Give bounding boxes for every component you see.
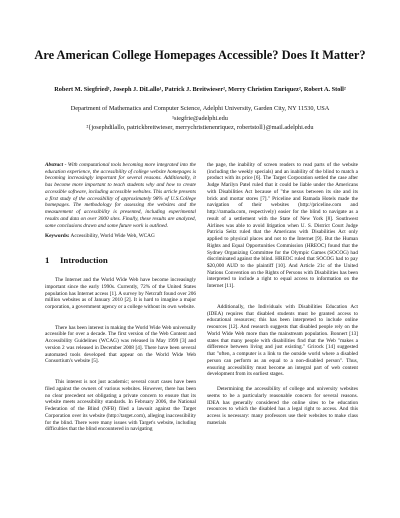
- right-column: [207, 162, 358, 426]
- abstract: [45, 162, 196, 229]
- keywords-label: Keywords:: [45, 233, 70, 240]
- paragraph: Determining the accessibility of college and university websites seems to be a particularly reasonable concern for several reasons. IDEA has generally considered the online sites to be education resources to which the disabled has a legal right to access. And this access is necessary: many professors use their websites to make class materials: [207, 386, 358, 426]
- paragraph: There has been interest in making the World Wide Web universally accessible for over a decade. The first version of the Web Content and Accessibility Guidelines (WCAG) was released in May 1999 [3] and version 2 was released in December 2008 [4]. There have been several automated tools developed that appear on the World Wide Web Consortium's website [5].: [45, 324, 196, 365]
- left-column: [45, 162, 196, 433]
- author-list: Robert M. Siegfried¹, Joseph J. DiLallo¹, Patrick J. Breitwieser², Merry Christien Enriquez², Robert A. Stoll²: [54, 86, 346, 93]
- section-number: 1: [45, 255, 50, 266]
- paragraph: This interest is not just academic; several court cases have been filed against the owners of various websites. However, there has been no clear precedent set obligating a private concern to ensure that its website meets accessibility standards. In February 2006, the National Federation of the Blind (NFB) filed a lawsuit against the Target Corporation over its website (http://target.com), alleging inaccessibility for the blind. There were many issues with Target's website, including difficulties that the blind encountered in navigating: [45, 379, 196, 433]
- keywords: [45, 233, 196, 240]
- abstract-text: - With computational tools becoming more integrated into the education experience, the accessibility of college website homepages is becoming increasingly important for several reasons. Additionally, it has become more important to teach students why and how to create accessible software, including accessible websites. This article presents a first study of the accessibility of approximately 98% of U.S.College homepages. The methodology for assessing the websites and the measurement of accessibility is presented, including experimental results and data on over 3000 sites. Finally, these results are analyzed, some conclusions drawn and some future work is outlined.: [45, 162, 196, 229]
- section-heading: [45, 255, 196, 265]
- abstract-label: Abstract: [45, 162, 64, 168]
- paragraph: The Internet and the World Wide Web have become increasingly important since the early 1990s. Currently, 72% of the United States population has Internet access [1]. A survey by Netcraft found over 206 million websites as of January 2010 [2]. It is hard to imagine a major corporation, a government agency or a college without its own website.: [45, 277, 196, 311]
- email-line-1: ¹siegfrie@adelphi.edu: [172, 114, 228, 122]
- section-title: Introduction: [60, 255, 108, 266]
- affiliation-block: [30, 104, 370, 133]
- paragraph: the page, the inability of screen readers to read parts of the website (including the weekly specials) and an inability of the blind to match a product with its price [6]. The Target Corporation settled the case after Judge Marilyn Patel ruled that it could be liable under the Americans with Disabilities Act because of "the nexus between its site and its brick and mortar stores [7]." Priceline and Ramada Hotels made the navigation of their websites (http://priceline.com and http://ramada.com, respectively) easier for the blind to navigate as a result of a settlement with the State of New York [8]. Southwest Airlines was able to avoid litigation when U. S. District Court Judge Patricia Seitz ruled that the Americans with Disabilities Act only applied to physical places and not to the Internet [9]. But the Human Rights and Equal Opportunities Commission (HREOC) found that the Sydney Organizing Committee for the Olympic Games (SOCOG) had discriminated against the blind. HREOC ruled that SOCOG had to pay $20,000 AUD to the plaintiff [10]. And Article 21c of the United Nations Convention on the Rights of Persons with Disabilities has been interpreted to include a right to equal access to information on the Internet [11].: [207, 162, 358, 290]
- paragraph: Additionally, the Individuals with Disabilities Education Act (IDEA) requires that disabled students must be granted access to educational resources; this has been interpreted to include online resources [12]. And research suggests that disabled people rely on the World Wide Web more than the mainstream population. Bonnert [13] states that many people with disabilities find that the Web "makes a difference between living and just existing." Grirock [14] suggested that "often, a computer is a link to the outside world where a disabled person can perform as an equal to a non-disabled person". Thus, ensuring accessibility must become an integral part of web content development from its earliest stages.: [207, 303, 358, 378]
- paper-title: Are American College Homepages Accessible? Does It Matter?: [34, 48, 366, 62]
- department-line: Department of Mathematics and Computer Science, Adelphi University, Garden City, NY 11530, USA: [70, 105, 330, 112]
- email-line-2: ²{josephdilallo, patrickbreitwieser, merrychristienenriquez, robertstoll}@mail.adelphi.edu: [86, 124, 314, 132]
- keywords-text: Accessibility, World Wide Web, WCAG: [69, 233, 155, 240]
